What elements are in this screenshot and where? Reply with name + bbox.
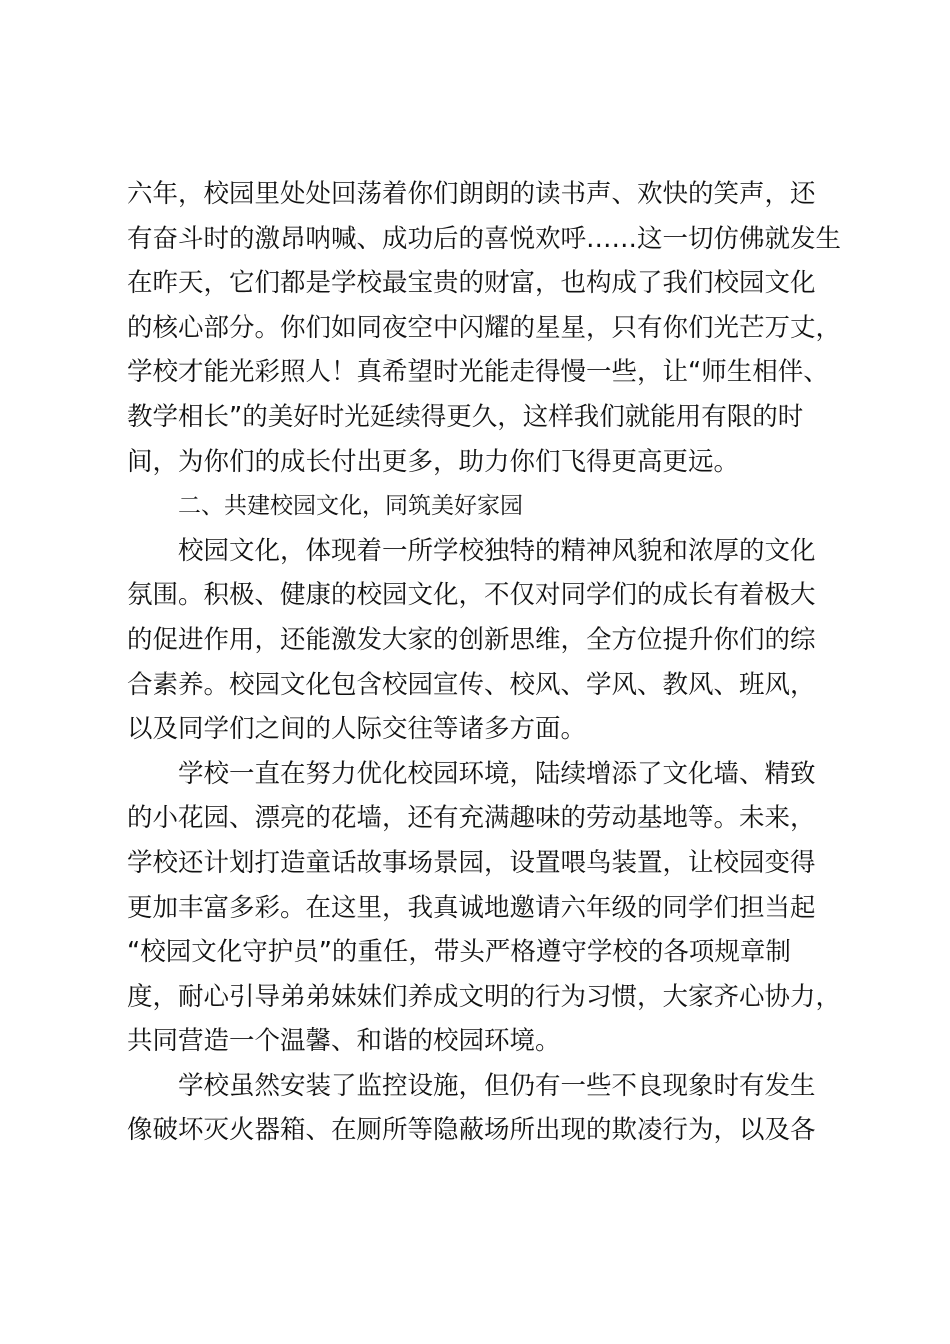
text-line: 学校虽然安装了监控设施，但仍有一些不良现象时有发生 [178, 1070, 816, 1101]
text-line: 共同营造一个温馨、和谐的校园环境。 [127, 1026, 561, 1057]
section-heading: 二、共建校园文化，同筑美好家园 [178, 493, 523, 520]
text-line: 的小花园、漂亮的花墙，还有充满趣味的劳动基地等。未来， [127, 803, 816, 834]
paragraph-3 [127, 752, 847, 1064]
text-line: 以及同学们之间的人际交往等诸多方面。 [127, 714, 587, 745]
text-line: 在昨天，它们都是学校最宝贵的财富，也构成了我们校园文化 [127, 268, 816, 299]
text-line: 氛围。积极、健康的校园文化，不仅对同学们的成长有着极大 [127, 580, 816, 611]
text-line: 的核心部分。你们如同夜空中闪耀的星星，只有你们光芒万丈， [127, 312, 842, 343]
text-line: 间，为你们的成长付出更多，助力你们飞得更高更远。 [127, 446, 740, 477]
text-line: 学校还计划打造童话故事场景园，设置喂鸟装置，让校园变得 [127, 847, 816, 878]
text-line: 合素养。校园文化包含校园宣传、校风、学风、教风、班风， [127, 669, 816, 700]
paragraph-4 [127, 1064, 847, 1153]
text-line: 有奋斗时的激昂呐喊、成功后的喜悦欢呼……这一切仿佛就发生 [127, 223, 842, 254]
text-line: “校园文化守护员”的重任，带头严格遵守学校的各项规章制 [127, 937, 791, 968]
text-line: 学校才能光彩照人！真希望时光能走得慢一些，让“师生相伴、 [127, 357, 829, 388]
text-line: 的促进作用，还能激发大家的创新思维，全方位提升你们的综 [127, 624, 816, 655]
text-line: 学校一直在努力优化校园环境，陆续增添了文化墙、精致 [178, 758, 816, 789]
text-line: 更加丰富多彩。在这里，我真诚地邀请六年级的同学们担当起 [127, 892, 816, 923]
text-line: 度，耐心引导弟弟妹妹们养成文明的行为习惯，大家齐心协力， [127, 981, 842, 1012]
text-line: 像破坏灭火器箱、在厕所等隐蔽场所出现的欺凌行为，以及各 [127, 1115, 816, 1146]
text-line: 教学相长”的美好时光延续得更久，这样我们就能用有限的时 [127, 401, 804, 432]
paragraph-2 [127, 529, 847, 752]
text-line: 六年，校园里处处回荡着你们朗朗的读书声、欢快的笑声，还 [127, 179, 816, 209]
text-line: 校园文化，体现着一所学校独特的精神风貌和浓厚的文化 [178, 535, 816, 566]
document-body [127, 172, 847, 1153]
paragraph-1 [127, 172, 847, 484]
